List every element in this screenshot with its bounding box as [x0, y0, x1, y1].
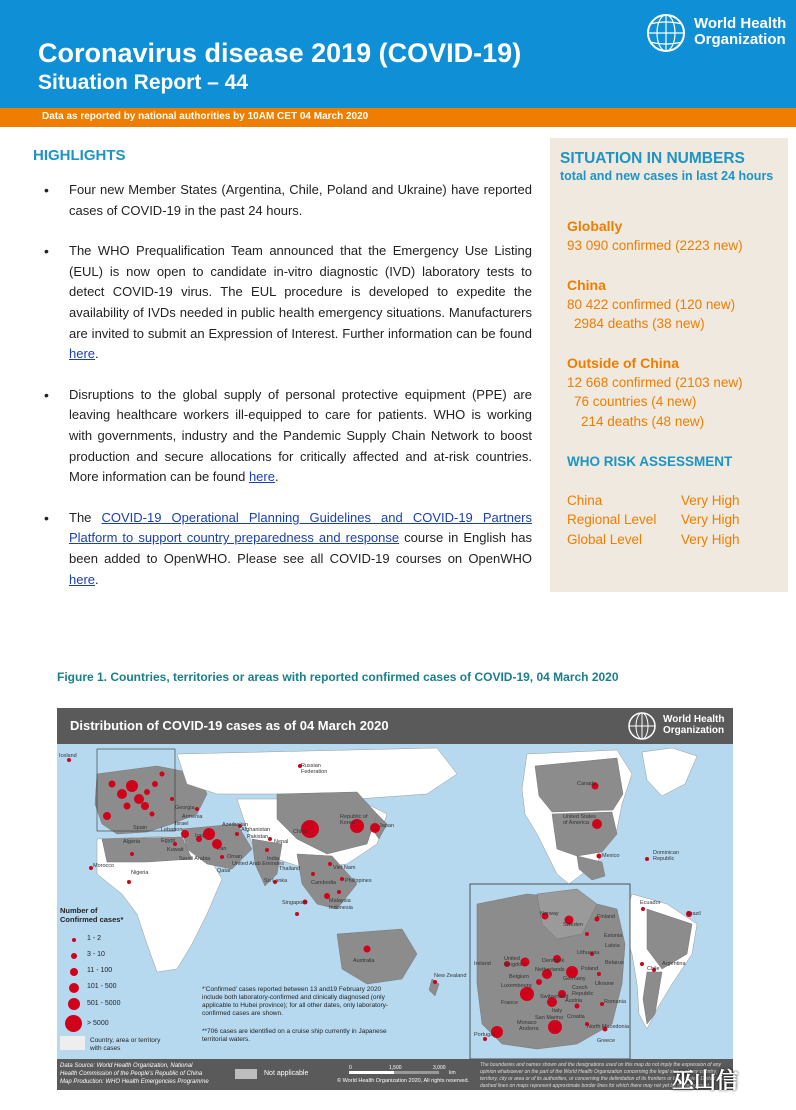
map-label: Norway	[540, 911, 559, 917]
map-label: Kuwait	[167, 847, 184, 853]
case-dot	[575, 1004, 580, 1009]
case-dot	[340, 877, 344, 881]
legend-label: 101 - 500	[87, 983, 117, 990]
map-label: Dominican Republic	[653, 850, 679, 862]
legend-dot	[72, 938, 76, 942]
map-label: Canada	[577, 781, 597, 787]
map-label: Republic of Korea	[340, 814, 368, 826]
legend-label: > 5000	[87, 1020, 109, 1027]
case-dot	[170, 797, 174, 801]
data-source: Data Source: World Health Organization, National Health Commission of the People's Republic of China Map Production: WHO Health Emergencies Programme	[60, 1063, 209, 1085]
map-label: Chile	[647, 966, 660, 972]
period: .	[95, 571, 99, 587]
legend-label: 1 - 2	[87, 935, 102, 942]
map-label: Ecuador	[640, 900, 661, 906]
legend-label: 11 - 100	[87, 967, 113, 974]
legend-dot	[70, 968, 78, 976]
scale-bar	[349, 1062, 469, 1076]
who-name: World Health Organization	[694, 15, 787, 48]
map-label: Philippines	[345, 878, 372, 884]
case-dot	[268, 837, 272, 841]
legend-dot	[68, 998, 80, 1010]
china-deaths: 2984 deaths (38 new)	[574, 316, 705, 331]
highlights-title: HIGHLIGHTS	[33, 147, 126, 164]
mexico-shape	[577, 856, 605, 880]
map-label: Andorra	[519, 1026, 539, 1032]
map-label: Austria	[565, 998, 583, 1004]
map-label: China	[293, 829, 308, 835]
situation-box	[550, 138, 788, 592]
map-label: Morocco	[93, 863, 115, 869]
map-label: Poland	[581, 966, 599, 972]
map-label: France	[501, 1000, 519, 1006]
map-label: Latvia	[605, 943, 620, 949]
highlight-text: The	[69, 509, 102, 525]
map-label: Oman	[227, 854, 242, 860]
map-label: Russian Federation	[301, 763, 328, 775]
case-dot	[109, 781, 116, 788]
highlight-text: Disruptions to the global supply of personal protective equipment (PPE) are leaving healthcare workers ill-equipped to care for patients. WHO is working with governments, industry and the Pandemic Supply Chain Network to boost production and secure allocations for critically affected and at-risk countries. More information can be found	[69, 386, 532, 485]
map-label: Pakistan	[247, 834, 269, 840]
map-label: Indonesia	[329, 905, 353, 911]
scale-label: 1,500	[389, 1065, 402, 1071]
case-dot	[130, 852, 134, 856]
global-heading: Globally	[567, 218, 623, 234]
guidelines-link[interactable]: COVID-19 Operational Planning Guidelines and COVID-19 Partners Platform to support country preparedness and response	[69, 509, 532, 546]
map-label: Italy	[552, 1008, 563, 1014]
map-label: Brazil	[687, 911, 701, 917]
case-dot	[364, 946, 371, 953]
situation-subtitle: total and new cases in last 24 hours	[560, 169, 774, 183]
map-label: New Zealand	[434, 973, 467, 979]
map-label: Argentina	[662, 961, 686, 967]
map-label: North Macedonia	[587, 1024, 629, 1030]
map-label: Saudi Arabia	[179, 856, 211, 862]
map-label: Luxembourg	[501, 983, 532, 989]
case-dot	[597, 854, 602, 859]
highlight-text: The WHO Prequalification Team announced that the Emergency Use Listing (EUL) is now open to candidate in-vitro diagnostic (IVD) laboratory tests to detect COVID-19 virus. The EUL procedure is developed to expedite the availability of IVDs needed in public health emergency situations. Manufacturers are invited to submit an Expression of Interest. Further information can be found	[69, 243, 532, 341]
case-dot	[127, 880, 131, 884]
case-dot	[640, 962, 644, 966]
map-label: Azerbaijan	[222, 822, 248, 828]
map-label: Cambodia	[311, 880, 337, 886]
map-label: Qatar	[217, 868, 231, 874]
map-label: Switzerland	[540, 994, 569, 1000]
map-label: Israel	[175, 821, 189, 827]
report-banner	[0, 108, 796, 127]
case-dot	[328, 862, 332, 866]
scale-label: 0	[349, 1065, 352, 1071]
risk-value: Very High	[681, 532, 740, 547]
case-dot	[585, 932, 589, 936]
map-label: Monaco	[517, 1020, 537, 1026]
highlight-text: course in English has been added to OpenWHO. Please see all COVID-19 courses on OpenWHO	[69, 530, 533, 566]
banner-text: Data as reported by national authorities by 10AM CET 04 March 2020	[42, 111, 369, 122]
risk-value: Very High	[681, 493, 740, 508]
map-label: Romania	[604, 999, 627, 1005]
report-header	[0, 0, 796, 108]
map-label: Czech Republic	[572, 985, 594, 997]
map-label: Croatia	[567, 1014, 585, 1020]
map-label: Greece	[597, 1038, 616, 1044]
risk-title: WHO RISK ASSESSMENT	[567, 454, 733, 469]
legend-dot	[71, 953, 77, 959]
case-dot	[195, 807, 199, 811]
map-label: Singapore	[282, 900, 308, 906]
copyright: © World Health Organization 2020, All rights reserved.	[337, 1078, 470, 1084]
map-label: Iceland	[59, 753, 77, 759]
case-dot	[641, 907, 645, 911]
risk-label: Regional Level	[567, 512, 657, 527]
case-dot	[152, 781, 158, 787]
who-logo	[644, 12, 789, 54]
period: .	[95, 346, 99, 362]
map-label: Australia	[353, 958, 375, 964]
case-dot	[141, 802, 149, 810]
highlight-item	[44, 508, 532, 590]
case-dot	[433, 980, 437, 984]
case-dot	[124, 803, 131, 810]
case-dot	[265, 848, 269, 852]
greenland-shape	[642, 748, 697, 796]
map-header	[57, 708, 733, 744]
map-label: Germany	[563, 976, 586, 982]
highlight-item	[44, 180, 532, 221]
map-label: Netherlands	[535, 967, 565, 973]
covid-map	[57, 708, 733, 1090]
china-heading: China	[567, 277, 606, 293]
australia-shape	[337, 929, 417, 984]
outside-heading: Outside of China	[567, 355, 679, 371]
case-dot	[235, 832, 239, 836]
map-label: Belarus	[605, 960, 624, 966]
case-dot	[150, 812, 155, 817]
not-applicable-label: Not applicable	[264, 1070, 309, 1077]
case-dot	[117, 789, 127, 799]
map-label: Belgium	[509, 974, 529, 980]
case-dot	[536, 979, 542, 985]
outside-countries: 76 countries (4 new)	[574, 394, 697, 409]
risk-value: Very High	[681, 512, 740, 527]
legend-dot	[69, 983, 79, 993]
legend-label: 3 - 10	[87, 951, 105, 958]
not-applicable-swatch	[235, 1069, 257, 1079]
map-label: Estonia	[604, 933, 623, 939]
case-dot	[311, 872, 315, 876]
map-label: Sri Lanka	[264, 878, 288, 884]
legend-country-label: Country, area or territory with cases	[90, 1037, 161, 1052]
map-note: **706 cases are identified on a cruise ship currently in Japanese territorial waters.	[202, 1028, 387, 1043]
map-label: Sweden	[563, 922, 583, 928]
who-emblem-icon	[625, 711, 659, 741]
map-label: Georgia	[175, 805, 195, 811]
legend-label: 501 - 5000	[87, 1000, 121, 1007]
case-dot	[134, 794, 144, 804]
highlights-list	[44, 180, 532, 610]
map-label: Mexico	[602, 853, 620, 859]
map-label: Spain	[133, 825, 148, 831]
case-dot	[220, 855, 224, 859]
case-dot	[103, 812, 111, 820]
map-label: United States of America	[563, 814, 597, 826]
case-dot	[144, 789, 150, 795]
map-label: Viet Nam	[333, 865, 356, 871]
map-label: Algeria	[123, 839, 141, 845]
map-title: Distribution of COVID-19 cases as of 04 March 2020	[70, 718, 389, 733]
map-label: Egypt	[161, 838, 176, 844]
map-label: Ukraine	[595, 981, 614, 987]
outside-confirmed: 12 668 confirmed (2103 new)	[567, 375, 743, 390]
case-dot	[337, 890, 341, 894]
who-name: World Health Organization	[663, 714, 725, 736]
map-label: Malaysia	[329, 898, 351, 904]
risk-label: China	[567, 493, 603, 508]
map-label: Ireland	[474, 961, 491, 967]
report-subtitle: Situation Report – 44	[38, 71, 249, 94]
situation-title: SITUATION IN NUMBERS	[560, 150, 745, 167]
case-dot	[548, 1020, 562, 1034]
highlight-item	[44, 241, 532, 365]
openwho-link[interactable]: here	[69, 571, 96, 587]
legend-title: Number of Confirmed cases*	[60, 906, 124, 924]
case-dot	[160, 772, 165, 777]
china-confirmed: 80 422 confirmed (120 new)	[567, 297, 736, 312]
map-label: Finland	[597, 914, 616, 920]
highlight-text: Four new Member States (Argentina, Chile, Poland and Ukraine) have reported cases of COVID-19 in the past 24 hours.	[69, 182, 532, 218]
map-label: Lithuania	[577, 950, 600, 956]
report-title: Coronavirus disease 2019 (COVID-19)	[38, 38, 522, 68]
risk-label: Global Level	[567, 532, 643, 547]
case-dot	[645, 857, 649, 861]
map-label: Nepal	[274, 839, 289, 845]
here-link[interactable]: here	[248, 469, 275, 485]
map-label: Lebanon	[161, 827, 183, 833]
highlight-item	[44, 385, 532, 488]
legend-country-swatch	[60, 1036, 85, 1050]
scale-label: 3,000	[433, 1065, 446, 1071]
here-link[interactable]: here	[69, 346, 96, 362]
case-dot	[520, 987, 534, 1001]
map-footer	[57, 1059, 733, 1090]
map-label: Iran	[217, 846, 227, 852]
figure-caption: Figure 1. Countries, territories or areas with reported confirmed cases of COVID-19, 04 March 2020	[57, 670, 619, 684]
case-dot	[203, 828, 215, 840]
who-emblem-icon	[644, 12, 688, 54]
map-label: Thailand	[279, 866, 301, 872]
disclaimer: The boundaries and names shown and the designations used on this map do not imply the expression of any opinion whatsoever on the part of the World Health Organization concerning the legal status of any country, territory, city or area or of its authorities, or concerning the delimitation of its frontiers or boundaries. Dotted and dashed lines on maps represent approximate border lines for which there may not yet be full agreement.	[480, 1062, 726, 1089]
map-label: Nigeria	[131, 870, 149, 876]
case-dot	[597, 972, 601, 976]
map-label: India	[267, 856, 279, 862]
map-label: Armenia	[182, 814, 203, 820]
legend-dot	[65, 1015, 82, 1032]
map-label: Denmark	[542, 958, 565, 964]
map-label: Iraq	[195, 833, 205, 839]
map-label: San Marino	[535, 1015, 564, 1021]
period: .	[274, 469, 279, 485]
map-label: United Kingdom	[504, 956, 526, 968]
outside-deaths: 214 deaths (48 new)	[581, 414, 705, 429]
map-label: United Arab Emirates	[232, 861, 284, 867]
map-note: *'Confirmed' cases reported between 13 and19 February 2020 include both laboratory-confirmed and clinically diagnosed (only applicable to Hubei province); for all other dates, only laboratory-confirmed cases are shown.	[202, 986, 389, 1017]
global-value: 93 090 confirmed (2223 new)	[567, 238, 743, 253]
watermark: 巫山信	[672, 1068, 739, 1093]
map-label: Afghanistan	[241, 827, 271, 833]
map-label: Japan	[379, 823, 394, 829]
map-label: Portugal	[474, 1032, 495, 1038]
case-dot	[295, 912, 299, 916]
scale-label: km	[449, 1070, 456, 1076]
case-dot	[126, 780, 138, 792]
